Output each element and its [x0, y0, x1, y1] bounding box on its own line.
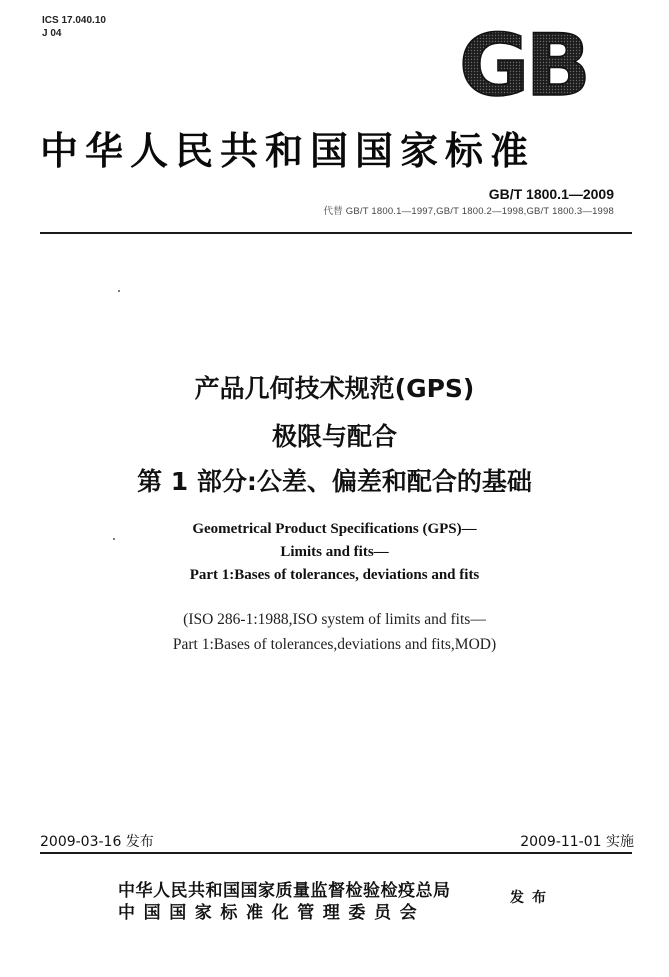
issuer-sac: 中国国家标准化管理委员会 [118, 903, 426, 923]
zh-title-line-1: 产品几何技术规范(GPS) [194, 374, 475, 403]
top-divider [40, 232, 632, 234]
iso-reference-line-1: (ISO 286-1:1988,ISO system of limits and fits— [183, 611, 486, 628]
zh-title-line-3: 第 1 部分:公差、偏差和配合的基础 [137, 467, 532, 496]
issue-date: 2009-03-16 发布 [40, 834, 154, 850]
publish-label: 发布 [510, 890, 554, 906]
zh-title-line-2: 极限与配合 [271, 422, 397, 451]
gb-logo-text: GB [458, 25, 588, 103]
ccs-code: J 04 [42, 28, 62, 39]
standard-number: GB/T 1800.1—2009 [488, 186, 614, 202]
implementation-date: 2009-11-01 实施 [520, 834, 634, 850]
ics-code: ICS 17.040.10 [42, 15, 106, 26]
scan-speck [118, 290, 120, 292]
en-title-line-1: Geometrical Product Specifications (GPS)— [192, 521, 477, 537]
bottom-divider [40, 852, 632, 854]
iso-reference-line-2: Part 1:Bases of tolerances,deviations and fits,MOD) [172, 636, 497, 653]
ics-code-block [42, 14, 106, 40]
scan-speck [113, 538, 115, 540]
en-title-line-3: Part 1:Bases of tolerances, deviations and fits [189, 567, 480, 583]
issuer-aqsiq: 中华人民共和国国家质量监督检验检疫总局 [118, 881, 451, 901]
gb-logo [452, 25, 594, 103]
national-standard-title: 中华人民共和国国家标准 [40, 128, 536, 173]
replaces-note: 代替 GB/T 1800.1—1997,GB/T 1800.2—1998,GB/T 1800.3—1998 [323, 206, 614, 217]
en-title-line-2: Limits and fits— [280, 544, 389, 560]
